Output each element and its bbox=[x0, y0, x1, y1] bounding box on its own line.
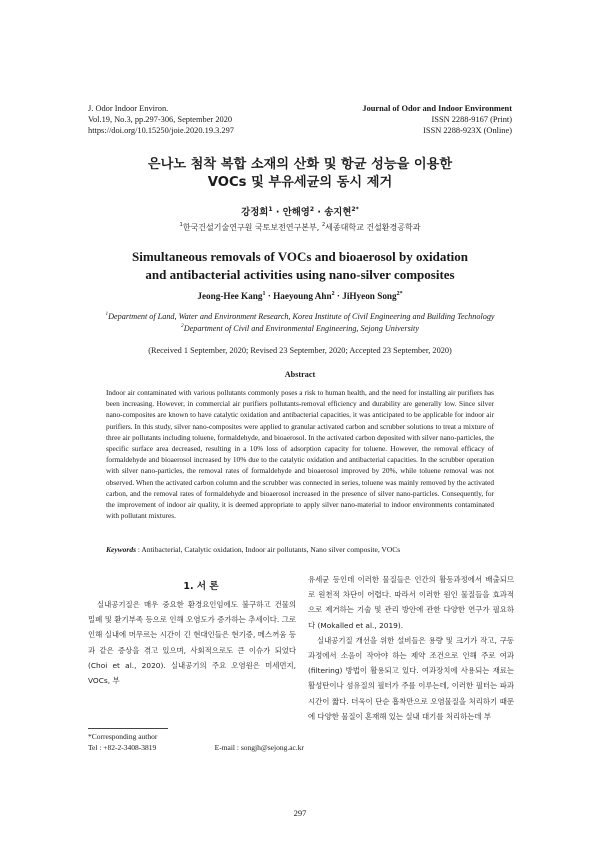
english-affiliations bbox=[60, 311, 540, 334]
author-name: 송지현 bbox=[324, 207, 352, 218]
korean-title-line2: VOCs 및 부유세균의 동시 제거 bbox=[207, 175, 393, 190]
affiliation-sup: 1 bbox=[105, 311, 109, 317]
footnote-rule bbox=[88, 728, 168, 729]
body-paragraph: 유세균 등인데 이러한 물질들은 인간의 활동과정에서 배출되므로 원천적 차단이 어렵다. 따라서 이러한 원인 물질들을 효과적으로 제거하는 기술 및 관리 방안에 관한 다양한 연구가 필요하다 (Mokalled et al., 2019). bbox=[308, 575, 514, 630]
page-number: 297 bbox=[293, 808, 307, 818]
corresponding-author-label: *Corresponding author bbox=[88, 732, 158, 741]
issn-online: ISSN 2288-923X (Online) bbox=[423, 126, 512, 135]
header-right bbox=[252, 103, 512, 136]
keywords-separator: : bbox=[136, 545, 142, 554]
korean-title bbox=[60, 156, 540, 192]
journal-short-title: J. Odor Indoor Environ. bbox=[88, 104, 169, 113]
keywords bbox=[106, 545, 494, 554]
issn-print: ISSN 2288-9167 (Print) bbox=[431, 115, 512, 124]
author-name: Haeyoung Ahn bbox=[273, 291, 332, 301]
author-sup: 1 bbox=[268, 206, 273, 213]
author-sup: 2 bbox=[309, 206, 315, 213]
english-title bbox=[60, 248, 540, 284]
english-authors bbox=[60, 291, 540, 301]
author-name: JiHyeon Song bbox=[342, 291, 397, 301]
author-name: Jeong-Hee Kang bbox=[197, 291, 263, 301]
keywords-text: Antibacterial, Catalytic oxidation, Indoor air pollutants, Nano silver composite, VOCs bbox=[141, 545, 401, 554]
footnote bbox=[88, 732, 308, 753]
contact-tel: Tel : +82-2-3408-3819 bbox=[88, 742, 157, 752]
author-sup: 2 bbox=[331, 291, 335, 297]
english-title-line1: Simultaneous removals of VOCs and bioaerosol by oxidation bbox=[132, 249, 468, 264]
author-sup: 2* bbox=[351, 206, 359, 213]
affiliation-sup: 1 bbox=[179, 222, 183, 228]
author-separator: · bbox=[272, 207, 283, 218]
author-separator: · bbox=[314, 207, 325, 218]
korean-affiliation bbox=[60, 222, 540, 233]
body-column-left bbox=[88, 597, 296, 688]
received-dates: (Received 1 September, 2020; Revised 23 September, 2020; Accepted 23 September, 2020) bbox=[148, 346, 452, 355]
affiliation-sup: 2 bbox=[321, 222, 326, 228]
contact-email[interactable]: E-mail : songjh@sejong.ac.kr bbox=[214, 742, 304, 752]
journal-full-title: Journal of Odor and Indoor Environment bbox=[362, 104, 512, 113]
body-paragraph: 실내공기질 개선을 위한 설비들은 용량 및 크기가 작고, 구동 과정에서 소음이 작아야 하는 제약 조건으로 인해 주로 여과(filtering) 방법이 활용되고 있다. 여과장치에 사용되는 재료는 활성탄이나 섬유질의 필터가 주를 이루는데, 이러한 필터는 파과시간이 짧다. 더욱이 단순 흡착만으로 오염물질을 처리하기 때문에 다양한 물질이 혼재해 있는 실내 대기를 처리하는데 부 bbox=[308, 635, 514, 721]
english-affiliation-2 bbox=[60, 323, 540, 335]
abstract-text: Indoor air contaminated with various pollutants commonly poses a risk to human health, and the need for installing air purifiers has been increasing. However, in commercial air purifiers pollutants-removal efficiency and durability are generally low. Since silver nano-composites are known to have catalytic oxidation and antibacterial capacities, it was anticipated to be applicable for indoor air purifiers. In this study, silver nano-composites were applied to granular activated carbon and scrubber solutions to treat a mixture of three air pollutants including toluene, formaldehyde, and bioaerosol. In the activated carbon deposited with silver nano-particles, the specific surface area decreased, resulting in a 10% loss of adsorption capacity for toluene. However, the removal efficacy of formaldehyde and bioaerosol increased by 10% due to the catalytic oxidation and antibacterial capacities. In the scrubber operation with silver nano-particles, the removal rates of formaldehyde and bioaerosol improved by 20%, while toluene removal was not observed. When the activated carbon column and the scrubber was connected in series, toluene was mainly removed by the activated carbon, and the removal rates of formaldehyde and bioaerosol increased in the presence of silver nano-particles. Consequently, for the improvement of indoor air quality, it is deemed appropriate to apply silver nano-material to indoor environments contaminated with pollutant mixtures. bbox=[106, 388, 494, 521]
abstract-heading: Abstract bbox=[284, 370, 316, 379]
author-name: 강정희 bbox=[241, 207, 269, 218]
contact-row bbox=[88, 743, 304, 754]
author-separator: · bbox=[265, 291, 274, 301]
english-title-line2: and antibacterial activities using nano-silver composites bbox=[145, 267, 455, 282]
body-column-right bbox=[308, 572, 514, 724]
author-separator: · bbox=[334, 291, 343, 301]
section-heading: 1. 서 론 bbox=[183, 581, 219, 592]
keywords-label: Keywords bbox=[106, 545, 136, 554]
author-sup: 2* bbox=[396, 291, 403, 297]
english-affiliation-1 bbox=[60, 311, 540, 323]
affiliation-text: 한국건설기술연구원 국토보전연구본부, bbox=[182, 223, 322, 232]
doi-link[interactable]: https://doi.org/10.15250/joie.2020.19.3.297 bbox=[88, 126, 234, 135]
affiliation-text: 세종대학교 건설환경공학과 bbox=[325, 223, 421, 232]
korean-authors bbox=[60, 204, 540, 218]
affiliation-text: Department of Civil and Environmental Engineering, Sejong University bbox=[183, 323, 419, 333]
author-sup: 1 bbox=[262, 291, 266, 297]
volume-info: Vol.19, No.3, pp.297-306, September 2020 bbox=[88, 115, 233, 124]
affiliation-text: Department of Land, Water and Environment Research, Korea Institute of Civil Engineering and Building Technology bbox=[108, 312, 495, 321]
body-paragraph: 실내공기질은 매우 중요한 환경요인임에도 불구하고 건물의 밀폐 및 환기부족 등으로 인해 오염도가 증가하는 추세이다. 그로 인해 실내에 머무르는 시간이 긴 현대인들은 현기증, 메스꺼움 등과 같은 증상을 겪고 있으며, 사회적으로도 큰 이슈가 되었다(Choi et al., 2020). 실내공기의 주요 오염원은 미세먼지, VOCs, 부 bbox=[88, 600, 296, 686]
author-name: 안해영 bbox=[282, 207, 310, 218]
affiliation-sup: 2 bbox=[181, 322, 184, 329]
korean-title-line1: 은나노 첨착 복합 소재의 산화 및 항균 성능을 이용한 bbox=[147, 157, 453, 172]
